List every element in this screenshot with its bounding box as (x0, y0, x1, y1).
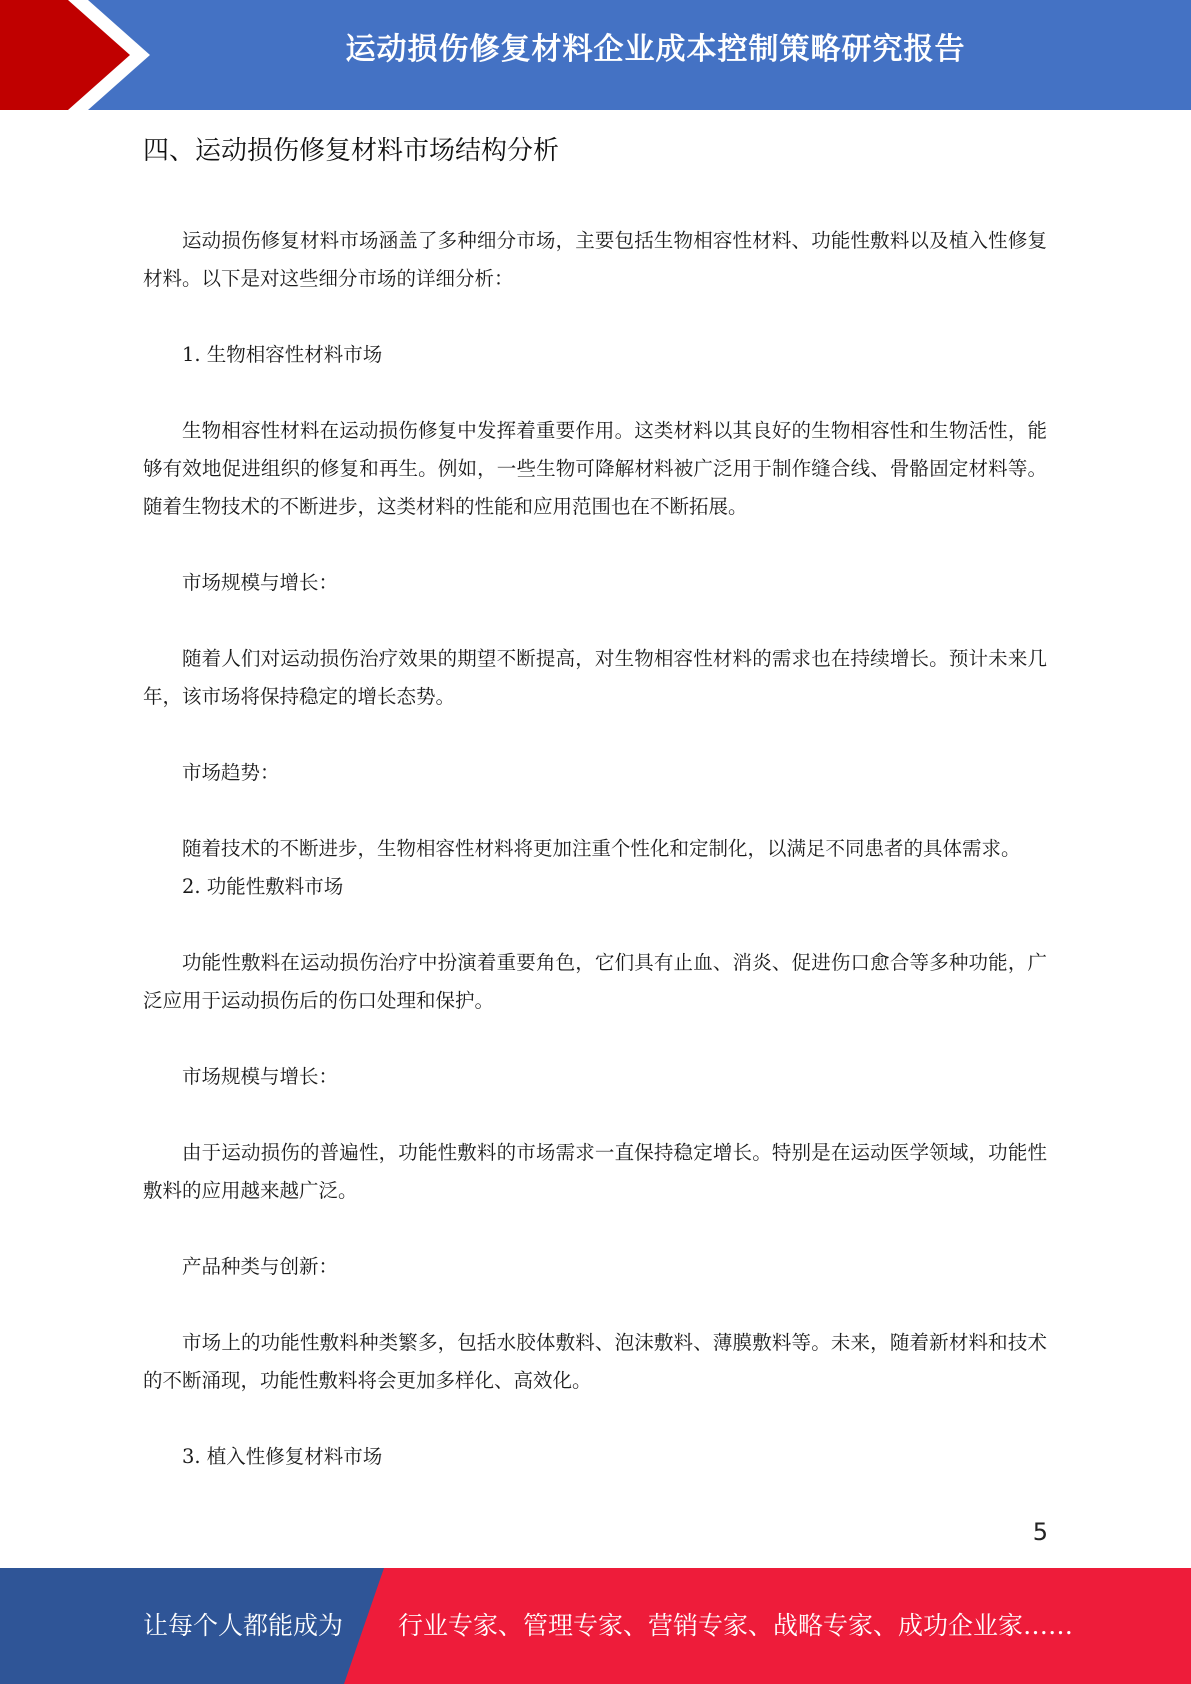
item2-product-label: 产品种类与创新： (182, 1255, 339, 1278)
item1-scale-label: 市场规模与增长： (182, 571, 339, 594)
item2-product-text: 市场上的功能性敷料种类繁多，包括水胶体敷料、泡沫敷料、薄膜敷料等。未来，随着新材料和技术的不断涌现，功能性敷料将会更加多样化、高效化。 (143, 1331, 1047, 1392)
header-bar (0, 0, 1191, 110)
item2-description: 功能性敷料在运动损伤治疗中扮演着重要角色，它们具有止血、消炎、促进伤口愈合等多种功能，广泛应用于运动损伤后的伤口处理和保护。 (143, 951, 1047, 1012)
footer-banner (0, 1568, 1191, 1684)
item1-trend-text: 随着技术的不断进步，生物相容性材料将更加注重个性化和定制化，以满足不同患者的具体需求。 (182, 837, 1021, 860)
item1-trend-label: 市场趋势： (182, 761, 280, 784)
item1-scale-text: 随着人们对运动损伤治疗效果的期望不断提高，对生物相容性材料的需求也在持续增长。预计未来几年，该市场将保持稳定的增长态势。 (143, 647, 1047, 708)
item1-heading: 1. 生物相容性材料市场 (182, 343, 383, 366)
section-title: 四、运动损伤修复材料市场结构分析 (143, 136, 560, 166)
item2-heading: 2. 功能性敷料市场 (182, 875, 344, 898)
intro-paragraph: 运动损伤修复材料市场涵盖了多种细分市场，主要包括生物相容性材料、功能性敷料以及植入性修复材料。以下是对这些细分市场的详细分析： (143, 229, 1047, 290)
page-number: 5 (1032, 1518, 1048, 1546)
item1-description: 生物相容性材料在运动损伤修复中发挥着重要作用。这类材料以其良好的生物相容性和生物活性，能够有效地促进组织的修复和再生。例如，一些生物可降解材料被广泛用于制作缝合线、骨骼固定材料等。随着生物技术的不断进步，这类材料的性能和应用范围也在不断拓展。 (143, 419, 1047, 518)
footer-slogan-right: 行业专家、管理专家、营销专家、战略专家、成功企业家…… (398, 1611, 1074, 1640)
footer-slogan-left: 让每个人都能成为 (143, 1611, 344, 1640)
report-title: 运动损伤修复材料企业成本控制策略研究报告 (345, 32, 966, 67)
header-arrow-accent (0, 0, 150, 110)
item2-scale-text: 由于运动损伤的普遍性，功能性敷料的市场需求一直保持稳定增长。特别是在运动医学领域，功能性敷料的应用越来越广泛。 (143, 1141, 1047, 1202)
item2-scale-label: 市场规模与增长： (182, 1065, 339, 1088)
body-content (143, 222, 1047, 1476)
item3-heading: 3. 植入性修复材料市场 (182, 1445, 383, 1468)
